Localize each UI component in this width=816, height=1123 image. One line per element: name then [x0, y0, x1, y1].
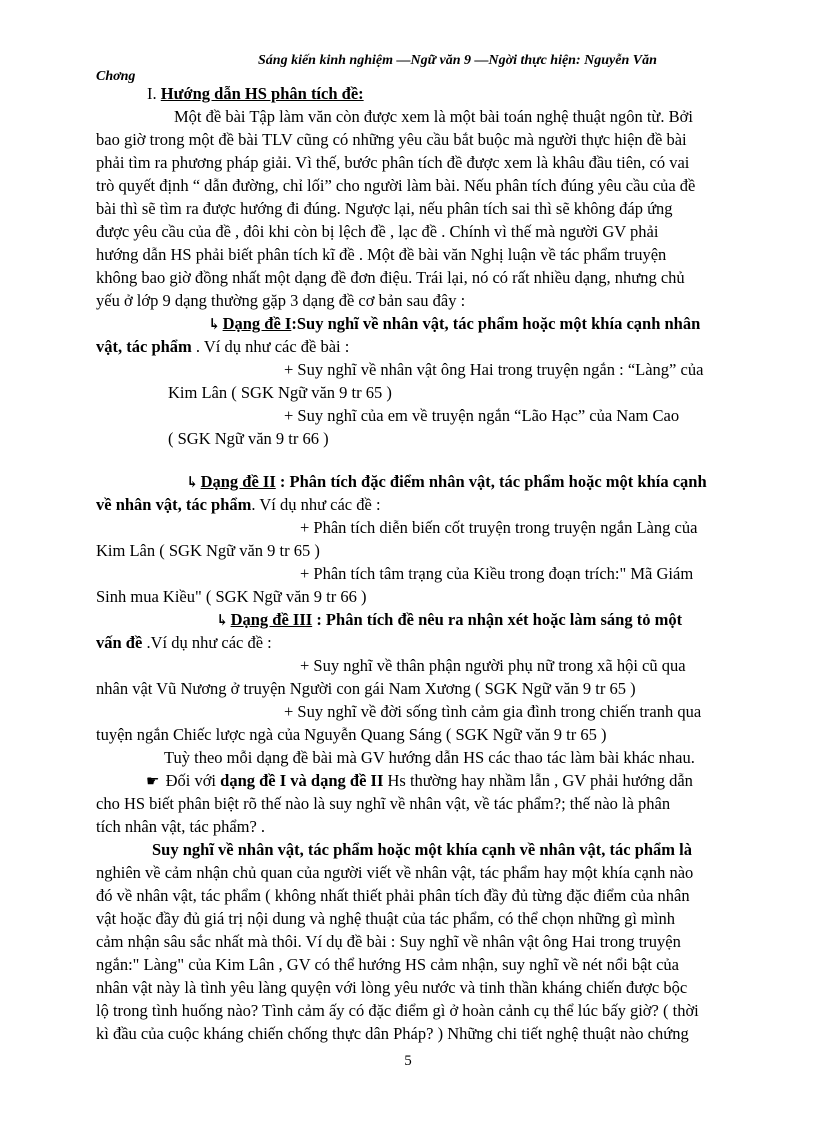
type2-title: : Phân tích đặc điểm nhân vật, tác phẩm hoặc một khía cạnh [275, 472, 707, 491]
arrow-bullet-icon: ↳ [208, 317, 221, 333]
type2-heading-line2 [96, 494, 381, 516]
intro-line: phải tìm ra phương pháp giải. Vì thế, bước phân tích đề được xem là khâu đầu tiên, có vai [96, 153, 690, 172]
intro-line: hướng dẫn HS phải biết phân tích kĩ đề . Một đề bài văn Nghị luận về tác phẩm truyện [96, 245, 667, 264]
intro-line: được yêu cầu của đề , đôi khi còn bị lệch đề , lạc đề . Chính vì thế mà người GV phải [96, 222, 659, 241]
pointing-hand-icon: ☛ [146, 774, 160, 790]
type3-item: + Suy nghĩ về thân phận người phụ nữ trong xã hội cũ qua [300, 656, 686, 675]
type1-title-line2: vật, tác phẩm [96, 337, 192, 356]
page-number: 5 [404, 1053, 412, 1069]
para-line: lộ trong tình huống nào? Tình cảm ấy có đặc điểm gì ở hoàn cảnh cụ thể lúc bấy giờ? ( thời [96, 1001, 699, 1020]
type1-heading [208, 313, 700, 336]
running-header: Sáng kiến kinh nghiệm —Ngữ văn 9 —Ngời thực hiện: Nguyễn Văn [258, 53, 657, 68]
type1-item: ( SGK Ngữ văn 9 tr 66 ) [168, 429, 329, 448]
intro-line: bài thì sẽ tìm ra được hướng đi đúng. Ngược lại, nếu phân tích sai thì sẽ không đáp ứng [96, 199, 673, 218]
running-header-continued: Chơng [96, 69, 136, 84]
type3-title: : Phân tích đề nêu ra nhận xét hoặc làm sáng tỏ một [312, 610, 683, 629]
type2-title-line2: về nhân vật, tác phẩm [96, 495, 252, 514]
para-line: đó về nhân vật, tác phẩm ( không nhất thiết phải phân tích đầy đủ từng đặc điểm của nhân [96, 886, 690, 905]
type1-title: :Suy nghĩ về nhân vật, tác phẩm hoặc một khía cạnh nhân [291, 314, 701, 333]
para-heading [152, 839, 692, 861]
type3-heading [216, 609, 682, 632]
para-line: ngắn:" Làng" của Kim Lân , GV có thể hướng HS cảm nhận, suy nghĩ về nét nổi bật của [96, 955, 679, 974]
para-bold: Suy nghĩ về nhân vật, tác phẩm hoặc một khía cạnh về nhân vật, tác phẩm [152, 840, 676, 859]
type2-example-intro: . Ví dụ như các đề : [251, 495, 381, 514]
type2-label: Dạng đề II [200, 472, 276, 491]
type1-item: + Suy nghĩ về nhân vật ông Hai trong truyện ngắn : “Làng” của [284, 360, 704, 379]
type1-heading-line2 [96, 336, 349, 358]
note-line [146, 770, 693, 793]
note-lead: Đối với [165, 771, 221, 790]
note-bold: dạng đề I và dạng đề II [220, 771, 384, 790]
section-number: I. [147, 84, 157, 103]
intro-line: trò quyết định “ dẫn đường, chỉ lối” cho người làm bài. Nếu phân tích đúng yêu cầu của đề [96, 176, 696, 195]
type2-item: Sinh mua Kiều" ( SGK Ngữ văn 9 tr 66 ) [96, 587, 367, 606]
para-line: kì đầu của cuộc kháng chiến chống thực dân Pháp? ) Những chi tiết nghệ thuật nào chứng [96, 1024, 689, 1043]
para-line: nghiên về cảm nhận chủ quan của người viết về nhân vật, tác phẩm hay một khía cạnh nào [96, 863, 694, 882]
type2-item: + Phân tích tâm trạng của Kiều trong đoạn trích:" Mã Giám [300, 564, 694, 583]
type1-item: + Suy nghĩ của em về truyện ngắn “Lão Hạc” của Nam Cao [284, 406, 680, 425]
type2-item: Kim Lân ( SGK Ngữ văn 9 tr 65 ) [96, 541, 320, 560]
para-line: nhân vật này là tình yêu làng quyện với lòng yêu nước và tinh thần kháng chiến được bộc [96, 978, 688, 997]
intro-line: không bao giờ đồng nhất một dạng đề đơn điệu. Trái lại, nó có rất nhiều dạng, nhưng chủ [96, 268, 685, 287]
type2-item: + Phân tích diễn biến cốt truyện trong truyện ngắn Làng của [300, 518, 698, 537]
section-title: Hướng dẫn HS phân tích đề: [160, 84, 364, 103]
para-line: vật hoặc đầy đủ giá trị nội dung và nghệ thuật của tác phẩm, có thể chọn những gì mình [96, 909, 675, 928]
arrow-bullet-icon: ↳ [216, 613, 229, 629]
type3-item: tuyện ngắn Chiếc lược ngà của Nguyễn Quang Sáng ( SGK Ngữ văn 9 tr 65 ) [96, 725, 607, 744]
arrow-bullet-icon: ↳ [186, 475, 199, 491]
para-bold-tail: là [675, 840, 693, 859]
intro-line: Một đề bài Tập làm văn còn được xem là một bài toán nghệ thuật ngôn từ. Bởi [174, 107, 693, 126]
type3-item: nhân vật Vũ Nương ở truyện Người con gái Nam Xương ( SGK Ngữ văn 9 tr 65 ) [96, 679, 636, 698]
section-heading [147, 83, 364, 105]
note-line: tích nhân vật, tác phẩm? . [96, 817, 266, 836]
note-rest: Hs thường hay nhầm lẫn , GV phải hướng dẫn [383, 771, 693, 790]
type2-heading [186, 471, 707, 494]
para-line: cảm nhận sâu sắc nhất mà thôi. Ví dụ đề bài : Suy nghĩ về nhân vật ông Hai trong truyện [96, 932, 681, 951]
type3-label: Dạng đề III [230, 610, 313, 629]
type1-item: Kim Lân ( SGK Ngữ văn 9 tr 65 ) [168, 383, 392, 402]
type3-item: + Suy nghĩ về đời sống tình cảm gia đình trong chiến tranh qua [284, 702, 702, 721]
type1-label: Dạng đề I [222, 314, 292, 333]
intro-line: yếu ở lớp 9 dạng thường gặp 3 dạng đề cơ bản sau đây : [96, 291, 466, 310]
intro-line: bao giờ trong một đề bài TLV cũng có những yêu cầu bắt buộc mà người thực hiện đề bài [96, 130, 687, 149]
type1-example-intro: . Ví dụ như các đề bài : [191, 337, 350, 356]
type3-title-line2: vấn đề [96, 633, 143, 652]
type3-heading-line2 [96, 632, 272, 654]
type3-example-intro: .Ví dụ như các đề : [142, 633, 272, 652]
note-line: cho HS biết phân biệt rõ thế nào là suy nghĩ về nhân vật, về tác phẩm?; thế nào là phân [96, 794, 671, 813]
type3-summary: Tuỳ theo mỗi dạng đề bài mà GV hướng dẫn HS các thao tác làm bài khác nhau. [164, 748, 695, 767]
